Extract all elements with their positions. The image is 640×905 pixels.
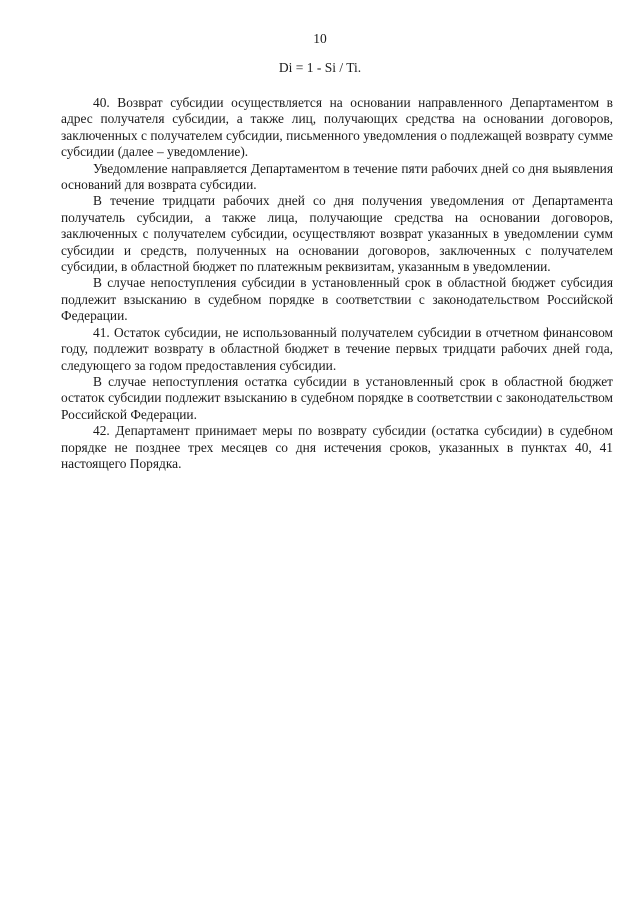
document-body (61, 95, 613, 472)
formula: Di = 1 - Si / Ti. (278, 60, 362, 75)
paragraph-41: 41. Остаток субсидии, не использованный получателем субсидии в отчетном финансовом году, подлежит возврату в областной бюджет в течение первых тридцати рабочих дней года, следующего за годом предоставления субсидии. (61, 324, 613, 373)
paragraph-remainder-recovery: В случае непоступления остатка субсидии в установленный срок в областной бюджет остаток субсидии подлежит взысканию в судебном порядке в соответствии с законодательством Российской Федерации. (61, 373, 613, 422)
paragraph-notice: Уведомление направляется Департаментом в течение пяти рабочих дней со дня выявления оснований для возврата субсидии. (61, 160, 613, 193)
paragraph-return-period: В течение тридцати рабочих дней со дня получения уведомления от Департамента получатель субсидии, а также лица, получающие средства на основании договоров, заключенных с получателем субсидии, осуществляют возврат указанных в уведомлении сумм субсидии и средств, полученных на основании договоров, заключенных с получателем субсидии, в областной бюджет по платежным реквизитам, указанным в уведомлении. (61, 193, 613, 275)
paragraph-40: 40. Возврат субсидии осуществляется на основании направленного Департаментом в адрес получателя субсидии, а также лиц, получающих средства на основании договоров, заключенных с получателем субсидии, письменного уведомления о подлежащей возврату сумме субсидии (далее – уведомление). (61, 95, 613, 160)
page-number: 10 (313, 31, 327, 46)
paragraph-recovery: В случае непоступления субсидии в установленный срок в областной бюджет субсидия подлежит взысканию в судебном порядке в соответствии с законодательством Российской Федерации. (61, 275, 613, 324)
paragraph-42: 42. Департамент принимает меры по возврату субсидии (остатка субсидии) в судебном порядке не позднее трех месяцев со дня истечения сроков, указанных в пунктах 40, 41 настоящего Порядка. (61, 423, 613, 471)
